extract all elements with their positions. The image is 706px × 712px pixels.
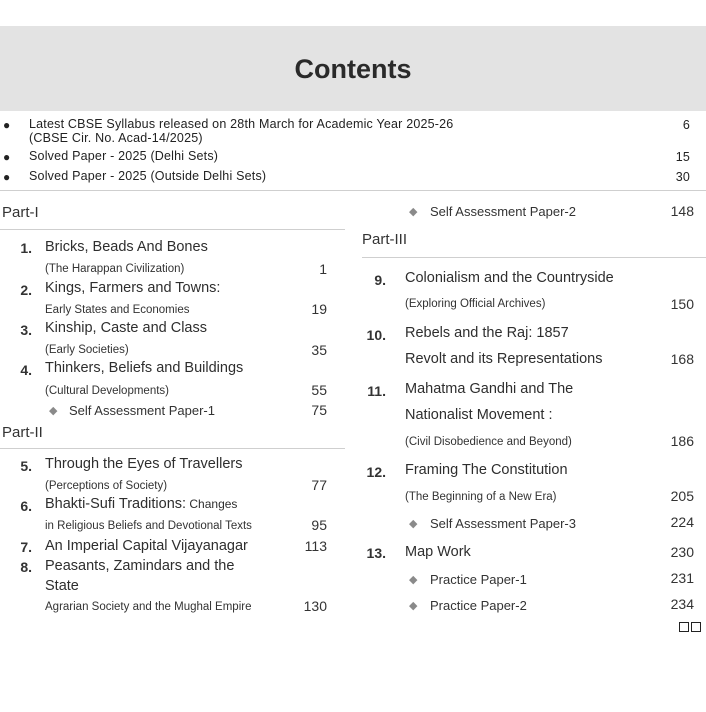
page-number: 230 [670, 544, 694, 560]
chapter-number: 13. [366, 545, 386, 561]
chapter-title-suffix: Changes [186, 497, 238, 511]
page-number: 77 [311, 477, 327, 493]
part-heading-3: Part-III [362, 231, 408, 248]
chapter-title-main: Bhakti-Sufi Traditions: [45, 496, 187, 512]
bullet-dot-icon: ● [3, 118, 11, 132]
chapter-subtitle: (The Beginning of a New Era) [405, 491, 557, 503]
part-heading-1: Part-I [2, 204, 39, 221]
double-square-icon [679, 619, 703, 637]
chapter-subtitle: (Perceptions of Society) [45, 480, 168, 492]
bullet-dot-icon: ● [3, 150, 11, 164]
item-title: Latest CBSE Syllabus released on 28th March for Academic Year 2025-26 [29, 117, 454, 131]
chapter-subtitle: Agrarian Society and the Mughal Empire [45, 601, 252, 613]
page-number: 150 [670, 296, 694, 312]
page-number: 35 [311, 342, 327, 358]
chapter-title[interactable]: Thinkers, Beliefs and Buildings [45, 360, 244, 376]
part-divider [0, 229, 345, 230]
page-number: 19 [311, 301, 327, 317]
self-assessment-paper-1[interactable]: Self Assessment Paper-1 [69, 403, 215, 418]
chapter-title[interactable]: Kings, Farmers and Towns: [45, 280, 221, 296]
page-number: 75 [311, 402, 327, 418]
chapter-subtitle: (The Harappan Civilization) [45, 263, 185, 275]
diamond-icon: ◆ [409, 518, 418, 530]
chapter-number: 12. [366, 464, 386, 480]
chapter-number: 2. [20, 282, 32, 298]
chapter-title-line2: State [45, 578, 79, 594]
chapter-title[interactable] [45, 496, 237, 512]
chapter-subtitle: (Exploring Official Archives) [405, 298, 546, 310]
page-number: 113 [304, 538, 327, 554]
page-number: 30 [675, 170, 690, 184]
chapter-subtitle: (Early Societies) [45, 344, 129, 356]
chapter-title[interactable]: Colonialism and the Countryside [405, 270, 614, 286]
page-number: 55 [311, 382, 327, 398]
page-number: 168 [670, 351, 694, 367]
page-number: 15 [675, 150, 690, 164]
chapter-title-line2: Revolt and its Representations [405, 351, 603, 367]
chapter-number: 5. [20, 458, 32, 474]
chapter-title[interactable]: Mahatma Gandhi and The [405, 381, 574, 397]
page-number: 6 [682, 118, 690, 132]
top-divider [0, 190, 706, 191]
page-title: Contents [294, 54, 412, 84]
chapter-title[interactable]: Framing The Constitution [405, 462, 568, 478]
chapter-title[interactable]: Map Work [405, 544, 471, 560]
chapter-subtitle: (Civil Disobedience and Beyond) [405, 436, 572, 448]
chapter-number: 3. [20, 322, 32, 338]
page-number: 231 [670, 570, 694, 586]
self-assessment-paper-3[interactable]: Self Assessment Paper-3 [430, 516, 576, 531]
chapter-title[interactable]: Peasants, Zamindars and the [45, 558, 235, 574]
chapter-title-line2: Nationalist Movement : [405, 407, 553, 423]
chapter-title[interactable]: An Imperial Capital Vijayanagar [45, 538, 248, 554]
page-number: 186 [670, 433, 694, 449]
chapter-subtitle: Early States and Economies [45, 304, 190, 316]
item-subtitle: (CBSE Cir. No. Acad-14/2025) [29, 131, 203, 145]
chapter-number: 6. [20, 498, 32, 514]
page-number: 224 [670, 514, 694, 530]
diamond-icon: ◆ [409, 574, 418, 586]
page-number: 148 [670, 203, 694, 219]
chapter-title[interactable]: Bricks, Beads And Bones [45, 239, 208, 255]
item-title: Solved Paper - 2025 (Outside Delhi Sets) [29, 169, 267, 183]
page-number: 130 [303, 598, 327, 614]
practice-paper-1[interactable]: Practice Paper-1 [430, 572, 527, 587]
diamond-icon: ◆ [409, 206, 418, 218]
chapter-number: 8. [20, 559, 32, 575]
chapter-title[interactable]: Through the Eyes of Travellers [45, 456, 243, 472]
diamond-icon: ◆ [49, 405, 58, 417]
chapter-title[interactable]: Kinship, Caste and Class [45, 320, 207, 336]
chapter-number: 9. [374, 272, 386, 288]
chapter-number: 1. [20, 240, 32, 256]
item-title: Solved Paper - 2025 (Delhi Sets) [29, 149, 219, 163]
self-assessment-paper-2[interactable]: Self Assessment Paper-2 [430, 204, 576, 219]
chapter-number: 4. [20, 362, 32, 378]
part-divider [362, 257, 706, 258]
chapter-title[interactable]: Rebels and the Raj: 1857 [405, 325, 569, 341]
chapter-subtitle: in Religious Beliefs and Devotional Texts [45, 520, 252, 532]
page-number: 205 [670, 488, 694, 504]
practice-paper-2[interactable]: Practice Paper-2 [430, 598, 527, 613]
page-number: 234 [670, 596, 694, 612]
chapter-number: 11. [367, 383, 386, 399]
part-divider [0, 448, 345, 449]
bullet-dot-icon: ● [3, 170, 11, 184]
page-number: 95 [311, 517, 327, 533]
chapter-number: 10. [366, 327, 386, 343]
chapter-number: 7. [20, 539, 32, 555]
page-number: 1 [319, 261, 327, 277]
chapter-subtitle: (Cultural Developments) [45, 385, 169, 397]
diamond-icon: ◆ [409, 600, 418, 612]
part-heading-2: Part-II [2, 424, 43, 441]
